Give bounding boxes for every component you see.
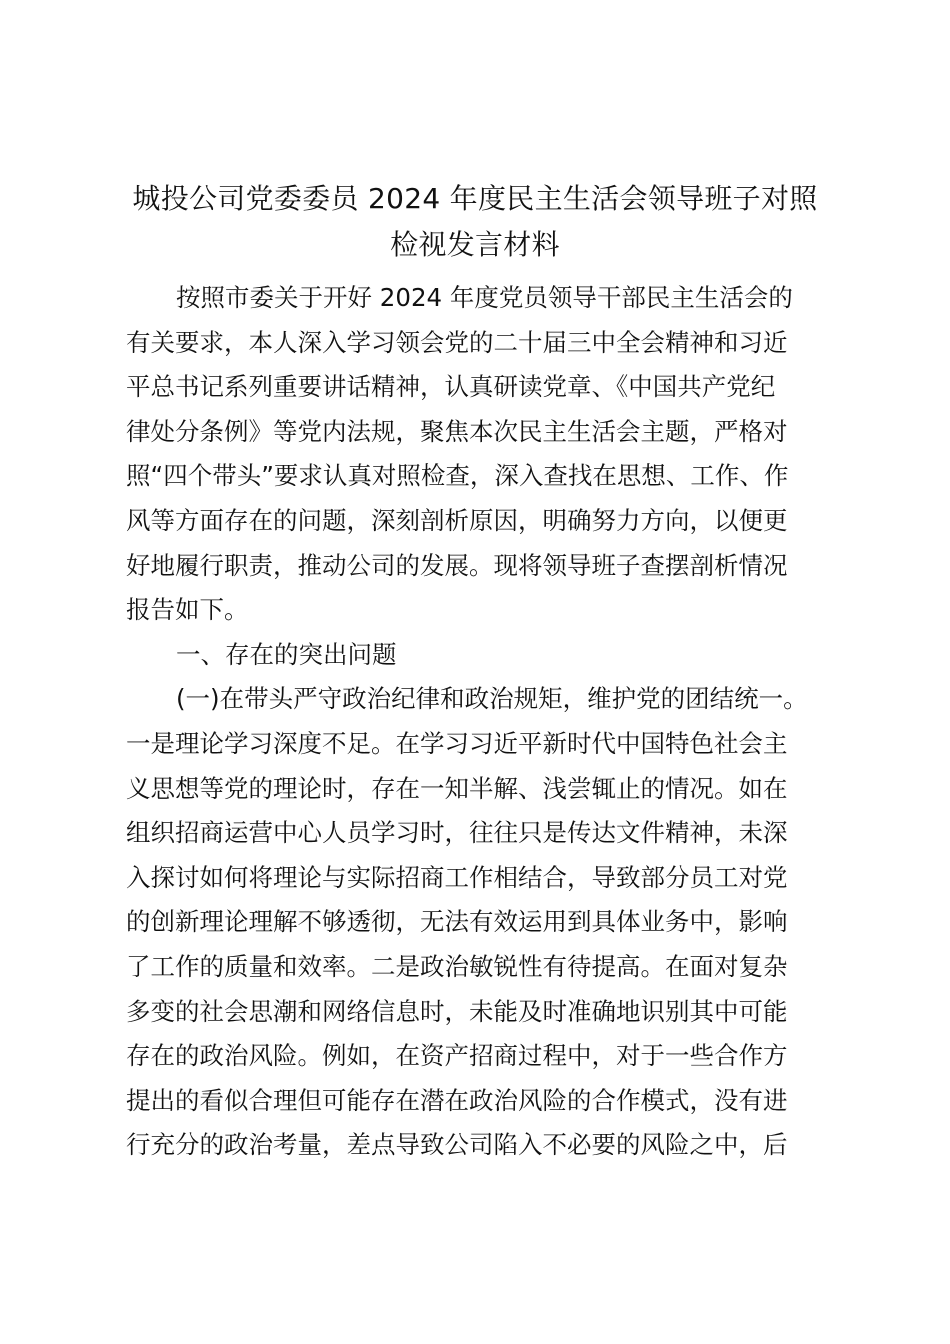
paragraph-line: 存在的政治风险。例如，在资产招商过程中，对于一些合作方 <box>126 1041 788 1071</box>
paragraph-line: 提出的看似合理但可能存在潜在政治风险的合作模式，没有进 <box>126 1085 788 1115</box>
paragraph-line: 有关要求，本人深入学习领会党的二十届三中全会精神和习近 <box>126 327 788 357</box>
paragraph-line: 义思想等党的理论时，存在一知半解、浅尝辄止的情况。如在 <box>126 773 788 803</box>
document-body <box>126 276 826 1168</box>
title-line-1: 城投公司党委委员 2024 年度民主生活会领导班子对照 <box>132 182 818 215</box>
title-line-2: 检视发言材料 <box>390 228 560 261</box>
section-heading: 一、存在的突出问题 <box>176 639 397 669</box>
paragraph-line: 的创新理论理解不够透彻，无法有效运用到具体业务中，影响 <box>126 907 788 937</box>
subsection-heading: (一)在带头严守政治纪律和政治规矩，维护党的团结统一。 <box>176 684 808 714</box>
paragraph-line: 平总书记系列重要讲话精神，认真研读党章、《中国共产党纪 <box>126 372 776 402</box>
paragraph-line: 好地履行职责，推动公司的发展。现将领导班子查摆剖析情况 <box>126 550 788 580</box>
paragraph-line: 了工作的质量和效率。二是政治敏锐性有待提高。在面对复杂 <box>126 951 788 981</box>
paragraph-line: 按照市委关于开好 2024 年度党员领导干部民主生活会的 <box>176 283 793 312</box>
paragraph-line: 组织招商运营中心人员学习时，往往只是传达文件精神，未深 <box>126 818 788 848</box>
paragraph-line: 律处分条例》等党内法规，聚焦本次民主生活会主题，严格对 <box>126 416 788 446</box>
paragraph-line: 多变的社会思潮和网络信息时，未能及时准确地识别其中可能 <box>126 996 788 1026</box>
paragraph-line: 风等方面存在的问题，深刻剖析原因，明确努力方向，以便更 <box>126 505 788 535</box>
paragraph-line: 照“四个带头”要求认真对照检查，深入查找在思想、工作、作 <box>126 461 789 491</box>
paragraph-line: 一是理论学习深度不足。在学习习近平新时代中国特色社会主 <box>126 728 788 758</box>
paragraph-line: 报告如下。 <box>126 595 249 625</box>
document-title <box>110 176 840 268</box>
paragraph-line: 入探讨如何将理论与实际招商工作相结合，导致部分员工对党 <box>126 862 788 892</box>
paragraph-line: 行充分的政治考量，差点导致公司陷入不必要的风险之中，后 <box>126 1130 788 1160</box>
